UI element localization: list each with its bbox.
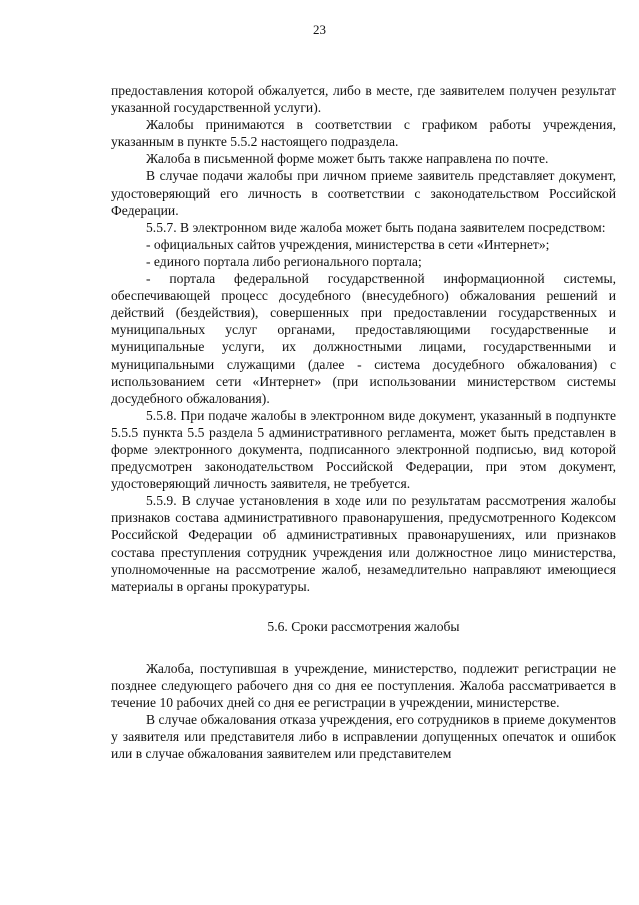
section-heading: 5.6. Сроки рассмотрения жалобы (267, 618, 460, 634)
paragraph: В случае обжалования отказа учреждения, его сотрудников в приеме документов у заявителя или представителя либо в исправлении допущенных опечаток и ошибок или в случае обжалования заявителем или представителем (111, 712, 616, 762)
paragraph: Жалобы принимаются в соответствии с графиком работы учреждения, указанным в пункте 5.5.2 настоящего подраздела. (111, 117, 616, 150)
list-item: - единого портала либо регионального портала; (146, 253, 422, 269)
paragraph: 5.5.9. В случае установления в ходе или по результатам рассмотрения жалобы признаков состава административного правонарушения, предусмотренного Кодексом Российской Федерации об административных правонарушениях, или признаков состава преступления сотрудник учреждения или должностное лицо министерства, уполномоченные на рассмотрение жалоб, незамедлительно направляют имеющиеся материалы в органы прокуратуры. (111, 493, 616, 594)
list-item: - портала федеральной государственной информационной системы, обеспечивающей процесс досудебного (внесудебного) обжалования решений и действий (бездействия), совершенных при предоставлении государственных и муниципальных услуг органами, предоставляющими государственные и муниципальные услуги, их должностными лицами, государственными и муниципальными служащими (далее - система досудебного обжалования) с использованием сети «Интернет» (при использовании министерством системы досудебного обжалования). (111, 271, 616, 406)
paragraph: В случае подачи жалобы при личном приеме заявитель представляет документ, удостоверяющий его личность в соответствии с законодательством Российской Федерации. (111, 168, 616, 218)
paragraph: 5.5.8. При подаче жалобы в электронном виде документ, указанный в подпункте 5.5.5 пункта 5.5 раздела 5 административного регламента, может быть представлен в форме электронного документа, подписанного электронной подписью, вид которой предусмотрен законодательством Российской Федерации, при этом документ, удостоверяющий личность заявителя, не требуется. (111, 407, 616, 492)
paragraph: предоставления которой обжалуется, либо в месте, где заявителем получен результат указанной государственной услуги). (111, 83, 616, 116)
paragraph: Жалоба, поступившая в учреждение, министерство, подлежит регистрации не позднее следующего рабочего дня со дня ее поступления. Жалоба рассматривается в течение 10 рабочих дней со дня ее регистрации в учреждении, министерстве. (111, 660, 616, 711)
page-number: 23 (313, 22, 326, 37)
document-body (111, 82, 616, 762)
paragraph: Жалоба в письменной форме может быть также направлена по почте. (146, 151, 549, 167)
list-item: - официальных сайтов учреждения, министерства в сети «Интернет»; (146, 236, 550, 252)
paragraph: 5.5.7. В электронном виде жалоба может быть подана заявителем посредством: (146, 219, 606, 235)
